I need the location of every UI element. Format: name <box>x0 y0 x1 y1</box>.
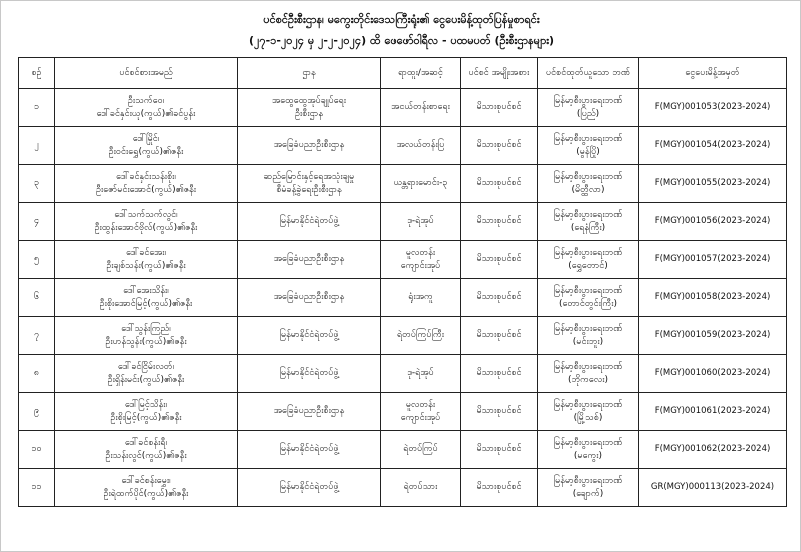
pension-type: မိသားစုပင်စင် <box>476 368 522 378</box>
dept-line1: မြန်မာနိုင်ငံရဲတပ်ဖွဲ့ <box>279 482 339 492</box>
row-bank <box>538 127 639 165</box>
row-bank <box>538 279 639 317</box>
row-bank <box>538 203 639 241</box>
pensioner-name: ဒေါ်ခင်ငြိမ်းလတ်၊ <box>118 361 174 372</box>
pension-type: မိသားစုပင်စင် <box>476 178 522 188</box>
position-line1: ယန္တရားမောင်း-၃ <box>393 178 448 188</box>
row-type <box>461 431 538 469</box>
row-order <box>639 431 787 469</box>
row-no <box>19 165 55 203</box>
order-number: F(MGY)001059(2023-2024) <box>654 330 771 340</box>
bank-name: မြန်မာ့စီးပွားရေးဘဏ် <box>553 133 623 144</box>
pensioner-relation: ဦးစိုးမြင့်(ကွယ်)၏ဇနီး <box>110 412 182 423</box>
row-bank <box>538 393 639 431</box>
row-no <box>19 279 55 317</box>
row-order <box>639 469 787 507</box>
header-dept: ဌာန <box>238 58 381 89</box>
position-line1: အလယ်တန်းပြ <box>396 140 445 150</box>
row-bank <box>538 469 639 507</box>
bank-branch: (ပြည်) <box>576 108 600 119</box>
table-body <box>19 89 787 507</box>
table-row <box>19 165 787 203</box>
row-no <box>19 241 55 279</box>
order-number: F(MGY)001061(2023-2024) <box>654 406 771 416</box>
row-no-text: ၁ <box>33 102 40 112</box>
row-position <box>381 393 461 431</box>
row-dept <box>238 469 381 507</box>
row-no-text: ၁၁ <box>31 482 42 492</box>
row-no <box>19 431 55 469</box>
table-row <box>19 127 787 165</box>
order-number: F(MGY)001056(2023-2024) <box>654 216 771 226</box>
bank-branch: (ချောက်) <box>572 488 604 499</box>
row-dept <box>238 355 381 393</box>
row-no-text: ၈ <box>33 368 40 378</box>
header-order: ငွေပေးမိန့်အမှတ် <box>639 58 787 89</box>
pension-type: မိသားစုပင်စင် <box>476 444 522 454</box>
row-position <box>381 355 461 393</box>
row-type <box>461 355 538 393</box>
position-line1: ရဲတပ်ကြပ် <box>403 444 438 454</box>
row-type <box>461 203 538 241</box>
row-name <box>55 279 238 317</box>
pension-type: မိသားစုပင်စင် <box>476 102 522 112</box>
bank-branch: (ရွှေတောင်) <box>568 260 608 271</box>
dept-line1: အခြေခံပညာဦးစီးဌာန <box>273 406 345 416</box>
position-line1: ဒု-ရဲအုပ် <box>407 216 434 226</box>
row-order <box>639 393 787 431</box>
row-no <box>19 203 55 241</box>
row-bank <box>538 165 639 203</box>
bank-branch: (မွန်ပြို) <box>576 146 600 157</box>
row-no <box>19 469 55 507</box>
pensioner-name: ဦးသက်ဝေ၊ <box>127 95 165 106</box>
position-line1: ရဲတပ်ကြပ်ကြီး <box>396 330 445 340</box>
row-type <box>461 89 538 127</box>
order-number: F(MGY)001057(2023-2024) <box>654 254 771 264</box>
pensioner-name: ဒေါ်အေးသိန်း၊ <box>123 285 169 296</box>
table-row <box>19 89 787 127</box>
row-position <box>381 203 461 241</box>
row-position <box>381 279 461 317</box>
pensioner-name: ဒေါ်ခင်စန်းမွှေး၊ <box>121 475 171 486</box>
header-bank-text: ပင်စင်ထုတ်ယူသော ဘဏ် <box>546 67 630 78</box>
row-no-text: ၄ <box>33 216 40 226</box>
bank-name: မြန်မာ့စီးပွားရေးဘဏ် <box>553 475 623 486</box>
pension-type: မိသားစုပင်စင် <box>476 140 522 150</box>
dept-line2: စီမံခန့်ခွဲရေးဦးစီးဌာန <box>276 184 342 195</box>
row-position <box>381 165 461 203</box>
pensioner-relation: ဦးဇော်မင်းအောင်(ကွယ်)၏ဇနီး <box>95 184 196 195</box>
row-no-text: ၆ <box>33 292 40 302</box>
document-subtitle: (၂၇-၁-၂၀၂၄ မှ ၂-၂-၂၀၂၄) ထိ ဖေဖော်ဝါရီလ - ပထမပတ် (ဦးစီးဌာနများ) <box>248 34 555 47</box>
row-dept <box>238 165 381 203</box>
pensioner-relation: ဦးစိုးအောင်မြင့်(ကွယ်)၏ဇနီး <box>99 298 193 309</box>
row-order <box>639 355 787 393</box>
row-type <box>461 469 538 507</box>
dept-line1: မြန်မာနိုင်ငံရဲတပ်ဖွဲ့ <box>279 368 339 378</box>
header-name: ပင်စင်စားအမည် <box>55 58 238 89</box>
order-number: F(MGY)001062(2023-2024) <box>654 444 771 454</box>
pensioner-relation: ဦးထွန်းအောင်ဗိုလ်(ကွယ်)၏ဇနီး <box>94 222 198 233</box>
pension-type: မိသားစုပင်စင် <box>476 330 522 340</box>
row-name <box>55 241 238 279</box>
row-type <box>461 279 538 317</box>
header-bank <box>538 58 639 89</box>
position-line1: မူလတန်း <box>405 247 436 258</box>
row-order <box>639 203 787 241</box>
pension-type: မိသားစုပင်စင် <box>476 216 522 226</box>
position-line2: ကျောင်းအုပ် <box>400 260 441 271</box>
row-no-text: ၁၀ <box>31 444 42 454</box>
order-number: F(MGY)001053(2023-2024) <box>654 102 771 112</box>
row-name <box>55 127 238 165</box>
header-type-text: ပင်စင် အမျိုးအစား <box>468 67 530 78</box>
bank-name: မြန်မာ့စီးပွားရေးဘဏ် <box>553 285 623 296</box>
bank-name: မြန်မာ့စီးပွားရေးဘဏ် <box>553 171 623 182</box>
bank-branch: (မြို့သစ်) <box>573 412 603 423</box>
bank-name: မြန်မာ့စီးပွားရေးဘဏ် <box>553 209 623 220</box>
pensioner-name: ဒေါ်သက်သက်လွင်၊ <box>114 209 178 220</box>
row-position <box>381 431 461 469</box>
header-position: ရာထူး/အဆင့် <box>381 58 461 89</box>
table-row <box>19 279 787 317</box>
bank-name: မြန်မာ့စီးပွားရေးဘဏ် <box>553 323 623 334</box>
row-bank <box>538 317 639 355</box>
order-number: F(MGY)001055(2023-2024) <box>654 178 771 188</box>
pensioner-relation: ဦးသန်းလွင်(ကွယ်)၏ဇနီး <box>105 450 187 461</box>
pension-type: မိသားစုပင်စင် <box>476 406 522 416</box>
row-name <box>55 89 238 127</box>
pensioner-relation: ဦးချစ်သန်း(ကွယ်)၏ဇနီး <box>106 260 186 271</box>
position-line1: ဒု-ရဲအုပ် <box>407 368 434 378</box>
pension-type: မိသားစုပင်စင် <box>476 482 522 492</box>
row-no-text: ၂ <box>34 140 39 150</box>
row-name <box>55 469 238 507</box>
row-dept <box>238 241 381 279</box>
bank-branch: (မကွေး) <box>573 450 603 461</box>
dept-line1: မြန်မာနိုင်ငံရဲတပ်ဖွဲ့ <box>279 216 339 226</box>
row-dept <box>238 279 381 317</box>
row-type <box>461 393 538 431</box>
row-bank <box>538 431 639 469</box>
dept-line1: အခြေခံပညာဦးစီးဌာန <box>273 140 345 150</box>
table-row <box>19 469 787 507</box>
order-number: F(MGY)001058(2023-2024) <box>654 292 771 302</box>
row-position <box>381 469 461 507</box>
table-row <box>19 393 787 431</box>
position-line1: မူလတန်း <box>405 399 436 410</box>
dept-line1: အခြေခံပညာဦးစီးဌာန <box>273 292 345 302</box>
row-bank <box>538 89 639 127</box>
row-order <box>639 127 787 165</box>
pension-type: မိသားစုပင်စင် <box>476 254 522 264</box>
pensioner-relation: ဦးရှိန်းမင်း(ကွယ်)၏ဇနီး <box>107 374 185 385</box>
row-no-text: ၃ <box>33 178 40 188</box>
row-order <box>639 317 787 355</box>
row-type <box>461 165 538 203</box>
pensioner-name: ဒေါ်ခင်အေး၊ <box>126 247 166 258</box>
row-type <box>461 241 538 279</box>
row-no <box>19 127 55 165</box>
row-position <box>381 317 461 355</box>
order-number: F(MGY)001054(2023-2024) <box>654 140 771 150</box>
table-row <box>19 203 787 241</box>
bank-branch: (မင်းဘူး) <box>572 336 604 347</box>
pensioner-relation: ဦးဝင်းရွှေ(ကွယ်)၏ဇနီး <box>108 146 184 157</box>
position-line2: ကျောင်းအုပ် <box>400 412 441 423</box>
order-number: GR(MGY)000113(2023-2024) <box>650 482 775 492</box>
bank-branch: (ဘိုကလေး) <box>567 374 609 385</box>
row-order <box>639 279 787 317</box>
row-dept <box>238 89 381 127</box>
row-type <box>461 317 538 355</box>
pensioner-relation: ဦးဟန်သွန်း(ကွယ်)၏ဇနီး <box>105 336 187 347</box>
bank-name: မြန်မာ့စီးပွားရေးဘဏ် <box>553 247 623 258</box>
order-number: F(MGY)001060(2023-2024) <box>654 368 771 378</box>
bank-branch: (မိတ္ထီလာ) <box>571 184 605 195</box>
dept-line2: ဦးစီးဌာန <box>295 108 323 119</box>
row-position <box>381 127 461 165</box>
pensioner-name: ဒေါ်ခင်နှင်းသန်းစိုး၊ <box>116 171 176 182</box>
row-position <box>381 89 461 127</box>
table-row <box>19 431 787 469</box>
row-dept <box>238 203 381 241</box>
row-name <box>55 165 238 203</box>
pension-table <box>18 57 787 507</box>
position-line1: အငယ်တန်းစာရေး <box>391 102 450 112</box>
bank-branch: (တောင်တွင်းကြီး) <box>558 298 617 309</box>
table-row <box>19 317 787 355</box>
row-no-text: ၇ <box>33 330 40 340</box>
dept-line1: အခြေခံပညာဦးစီးဌာန <box>273 254 345 264</box>
row-name <box>55 393 238 431</box>
pensioner-name: ဒေါ်သွန်းကြည်၊ <box>121 323 171 334</box>
position-line1: ရုံးအကူ <box>408 292 433 302</box>
row-name <box>55 355 238 393</box>
row-no <box>19 355 55 393</box>
pensioner-relation: ဦးရဲထက်ပိုင်(ကွယ်)၏ဇနီး <box>103 488 189 499</box>
table-header-row <box>19 58 787 89</box>
pension-type: မိသားစုပင်စင် <box>476 292 522 302</box>
row-bank <box>538 355 639 393</box>
row-no-text: ၅ <box>33 254 40 264</box>
row-bank <box>538 241 639 279</box>
table-row <box>19 241 787 279</box>
pensioner-relation: ဒေါ်ခင်နှင်းယု(ကွယ်)၏ခင်ပွန်း <box>96 108 196 119</box>
row-order <box>639 89 787 127</box>
row-name <box>55 203 238 241</box>
row-no <box>19 317 55 355</box>
dept-line1: အထွေထွေအုပ်ချုပ်ရေး <box>271 95 347 106</box>
pensioner-name: ဒေါ်မြိုင်၊ <box>132 133 160 144</box>
position-line1: ရဲတပ်သား <box>403 482 438 492</box>
document-title: ပင်စင်ဦးစီးဌာန၊ မကွေးတိုင်းဒေသကြီးရုံး၏ ငွေပေးမိန့်ထုတ်ပြန်မှုစာရင်း <box>263 13 540 26</box>
row-dept <box>238 431 381 469</box>
row-dept <box>238 127 381 165</box>
dept-line1: မြန်မာနိုင်ငံရဲတပ်ဖွဲ့ <box>279 330 339 340</box>
row-no-text: ၉ <box>33 406 40 416</box>
pensioner-name: ဒေါ်ခင်စန်းရီ၊ <box>125 437 167 448</box>
row-name <box>55 431 238 469</box>
row-order <box>639 165 787 203</box>
row-no <box>19 393 55 431</box>
header-no: စဉ် <box>19 58 55 89</box>
bank-name: မြန်မာ့စီးပွားရေးဘဏ် <box>553 95 623 106</box>
row-order <box>639 241 787 279</box>
row-dept <box>238 317 381 355</box>
dept-line1: မြန်မာနိုင်ငံရဲတပ်ဖွဲ့ <box>279 444 339 454</box>
row-no <box>19 89 55 127</box>
row-type <box>461 127 538 165</box>
header-type <box>461 58 538 89</box>
bank-branch: (ရေနံကြီး) <box>570 222 606 233</box>
table-row <box>19 355 787 393</box>
bank-name: မြန်မာ့စီးပွားရေးဘဏ် <box>553 437 623 448</box>
row-dept <box>238 393 381 431</box>
pensioner-name: ဒေါ်မြင့်သိန်း၊ <box>124 399 167 410</box>
row-name <box>55 317 238 355</box>
row-position <box>381 241 461 279</box>
bank-name: မြန်မာ့စီးပွားရေးဘဏ် <box>553 361 623 372</box>
bank-name: မြန်မာ့စီးပွားရေးဘဏ် <box>553 399 623 410</box>
dept-line1: ဆည်မြောင်းနှင့်ရေအသုံးချမှု <box>263 171 355 182</box>
